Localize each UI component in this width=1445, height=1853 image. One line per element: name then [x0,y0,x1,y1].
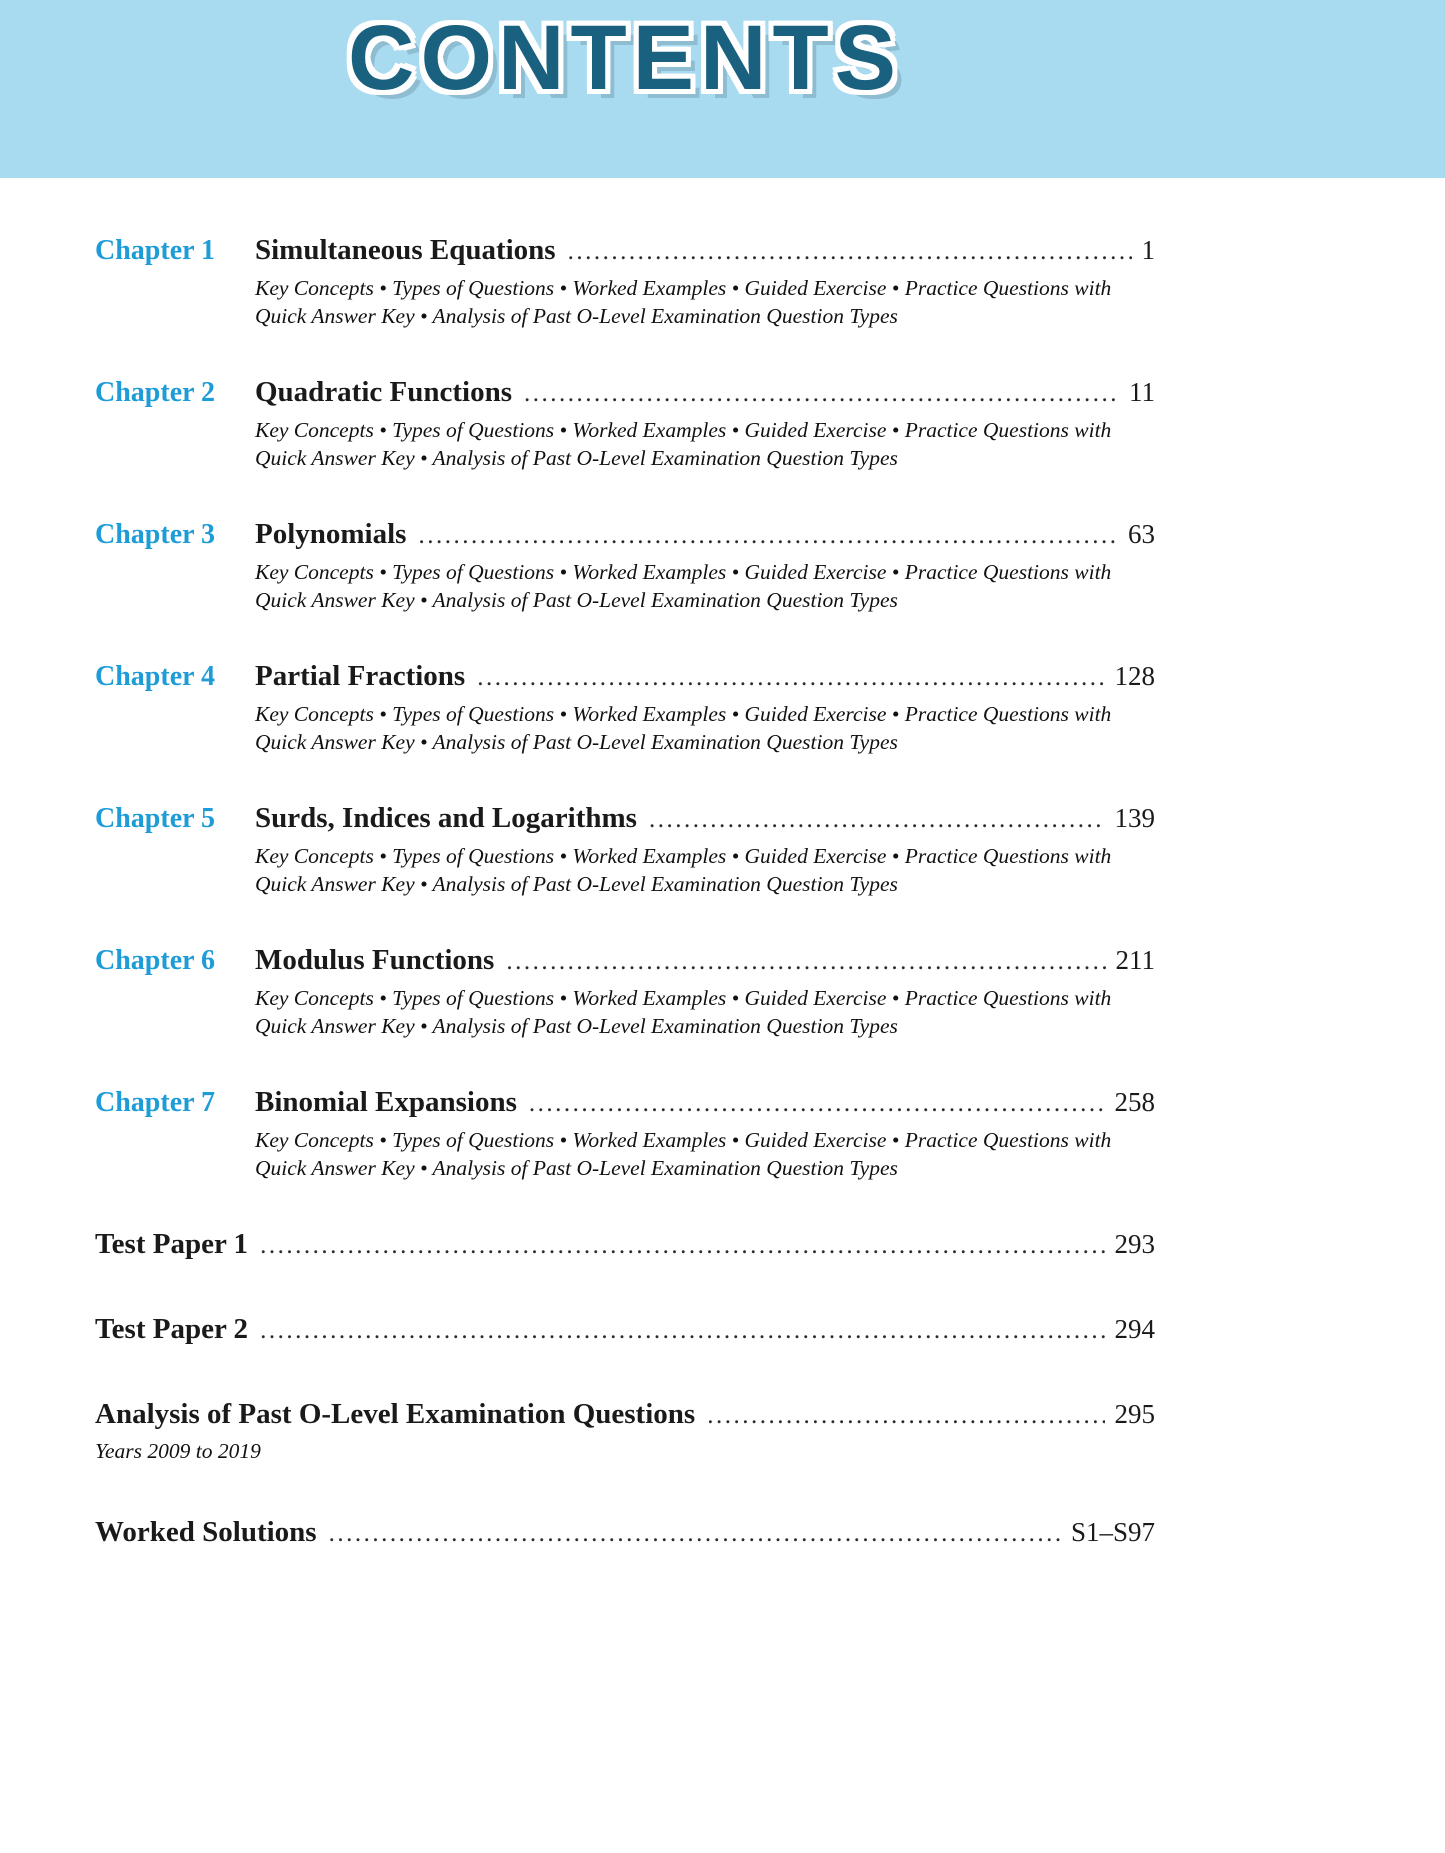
dot-leader [707,1402,1104,1430]
dot-leader [260,1317,1104,1345]
dot-leader [329,1520,1061,1548]
toc-row [95,234,1155,267]
section-subtitle: Years 2009 to 2019 [95,1439,261,1463]
page-title: CONTENTS [348,7,902,109]
chapter-description-line1: Key Concepts • Types of Questions • Worked Examples • Guided Exercise • Practice Questions with [255,1128,1112,1152]
toc-chapter-entry [95,376,1155,472]
toc-section-entry [95,1228,1155,1261]
chapter-description-line2: Quick Answer Key • Analysis of Past O-Level Examination Question Types [255,1014,898,1038]
dot-leader [649,806,1105,834]
chapter-description [255,700,1155,756]
toc-content [0,178,1250,1661]
chapter-description-line2: Quick Answer Key • Analysis of Past O-Level Examination Question Types [255,1156,898,1180]
dot-leader [506,948,1105,976]
chapter-title: Surds, Indices and Logarithms [255,802,637,834]
chapter-description-line2: Quick Answer Key • Analysis of Past O-Level Examination Question Types [255,446,898,470]
page-number: 1 [1141,235,1155,265]
chapter-description-line2: Quick Answer Key • Analysis of Past O-Level Examination Question Types [255,872,898,896]
dot-leader [529,1090,1105,1118]
chapter-description-line2: Quick Answer Key • Analysis of Past O-Level Examination Question Types [255,588,898,612]
section-title: Test Paper 2 [95,1313,249,1345]
chapter-title: Partial Fractions [255,660,466,692]
toc-chapter-entry [95,944,1155,1040]
chapter-description-line1: Key Concepts • Types of Questions • Worked Examples • Guided Exercise • Practice Questions with [255,276,1112,300]
chapter-description [255,416,1155,472]
toc-row [95,660,1155,693]
page-number: 295 [1114,1399,1155,1429]
chapter-description-line1: Key Concepts • Types of Questions • Worked Examples • Guided Exercise • Practice Questions with [255,702,1112,726]
toc-chapter-entry [95,1086,1155,1182]
toc-row [95,944,1155,977]
toc-row [95,1398,1155,1431]
toc-row [95,802,1155,835]
section-title: Test Paper 1 [95,1228,249,1260]
chapter-label: Chapter 7 [95,1087,216,1118]
header-banner [0,0,1445,178]
dot-leader [477,664,1104,692]
dot-leader [260,1232,1104,1260]
toc-chapter-entry [95,518,1155,614]
chapter-label: Chapter 3 [95,519,216,550]
page-number: 11 [1129,377,1155,407]
chapter-label: Chapter 4 [95,661,216,692]
chapter-label: Chapter 6 [95,945,216,976]
page-number: 294 [1114,1314,1155,1344]
toc-row [95,518,1155,551]
toc-section-entry [95,1313,1155,1346]
chapter-title: Polynomials [255,518,407,550]
toc-chapter-entry [95,234,1155,330]
chapter-title: Simultaneous Equations [255,234,556,266]
toc-row [95,1228,1155,1261]
toc-row [95,1313,1155,1346]
toc-section-entry [95,1398,1155,1464]
chapter-title: Binomial Expansions [255,1086,517,1118]
page-number: 128 [1114,661,1155,691]
chapter-label: Chapter 1 [95,235,216,266]
chapter-description-line1: Key Concepts • Types of Questions • Worked Examples • Guided Exercise • Practice Questions with [255,844,1112,868]
chapter-title: Modulus Functions [255,944,495,976]
chapter-description-line2: Quick Answer Key • Analysis of Past O-Level Examination Question Types [255,304,898,328]
chapter-label: Chapter 5 [95,803,216,834]
chapter-description [255,1126,1155,1182]
chapter-description [255,842,1155,898]
page-number: 258 [1114,1087,1155,1117]
chapter-description [255,558,1155,614]
page-number: 139 [1114,803,1155,833]
chapter-description [255,274,1155,330]
chapter-description-line2: Quick Answer Key • Analysis of Past O-Level Examination Question Types [255,730,898,754]
section-title: Worked Solutions [95,1516,317,1548]
toc-row [95,1086,1155,1119]
toc-row [95,376,1155,409]
chapter-description-line1: Key Concepts • Types of Questions • Worked Examples • Guided Exercise • Practice Questions with [255,986,1112,1010]
chapter-description-line1: Key Concepts • Types of Questions • Worked Examples • Guided Exercise • Practice Questions with [255,560,1112,584]
toc-row [95,1516,1155,1549]
chapter-description [255,984,1155,1040]
toc-extras [95,1228,1155,1549]
chapter-title: Quadratic Functions [255,376,512,408]
chapter-description-line1: Key Concepts • Types of Questions • Worked Examples • Guided Exercise • Practice Questions with [255,418,1112,442]
page-number: S1–S97 [1070,1517,1155,1547]
dot-leader [568,238,1132,266]
toc-chapter-entry [95,660,1155,756]
toc-section-entry [95,1516,1155,1549]
page-number: 63 [1128,519,1155,549]
banner-inner [0,0,1250,111]
dot-leader [524,380,1119,408]
page-number: 293 [1114,1229,1155,1259]
chapter-label: Chapter 2 [95,377,216,408]
toc-chapter-entry [95,802,1155,898]
section-title: Analysis of Past O-Level Examination Questions [95,1398,696,1430]
dot-leader [418,522,1118,550]
page-number: 211 [1115,945,1155,975]
